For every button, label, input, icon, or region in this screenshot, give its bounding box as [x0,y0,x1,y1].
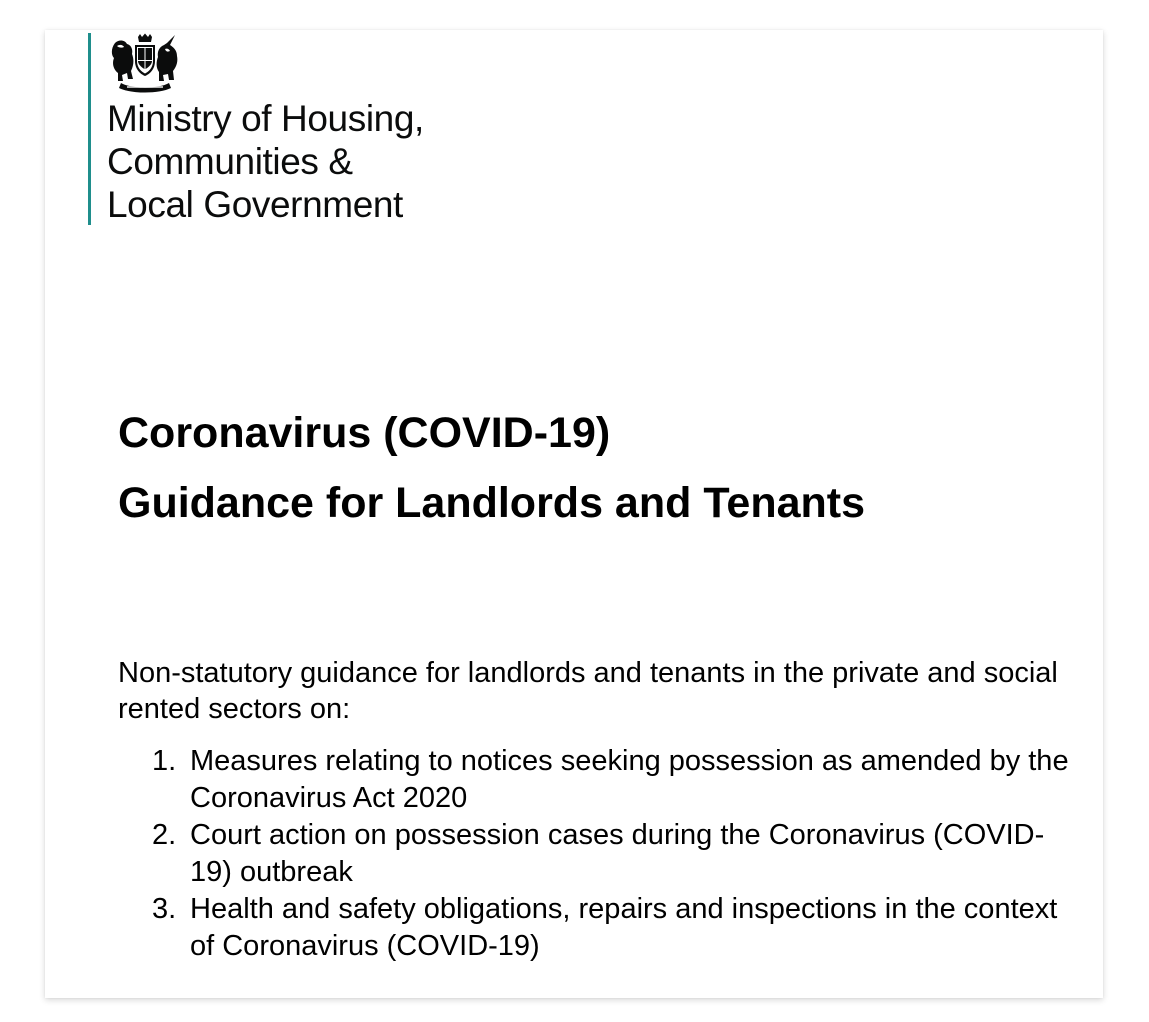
list-item [118,743,1078,817]
title-line-2: Guidance for Landlords and Tenants [118,479,865,527]
org-name-line-3: Local Government [107,184,403,225]
list-item-text: Court action on possession cases during the Coronavirus (COVID-19) outbreak [190,819,1045,888]
list-item-text: Health and safety obligations, repairs and inspections in the context of Coronavirus (COVID-19) [190,893,1058,962]
list-item-text: Measures relating to notices seeking possession as amended by the Coronavirus Act 2020 [190,745,1069,814]
topics-list [118,743,1078,965]
organisation-name [107,97,424,226]
list-item [118,891,1078,965]
list-item [118,817,1078,891]
title-line-1: Coronavirus (COVID-19) [118,409,611,457]
org-name-line-1: Ministry of Housing, [107,98,424,139]
list-item-number: 2. [152,819,177,851]
intro-paragraph: Non-statutory guidance for landlords and tenants in the private and social rented sectors on: [118,657,1058,725]
list-item-number: 3. [152,893,177,925]
royal-coat-of-arms-icon [107,33,183,95]
department-logo [88,33,424,225]
list-item-number: 1. [152,745,177,777]
org-name-line-2: Communities & [107,141,353,182]
document-title [118,398,865,538]
document-page [45,30,1103,998]
